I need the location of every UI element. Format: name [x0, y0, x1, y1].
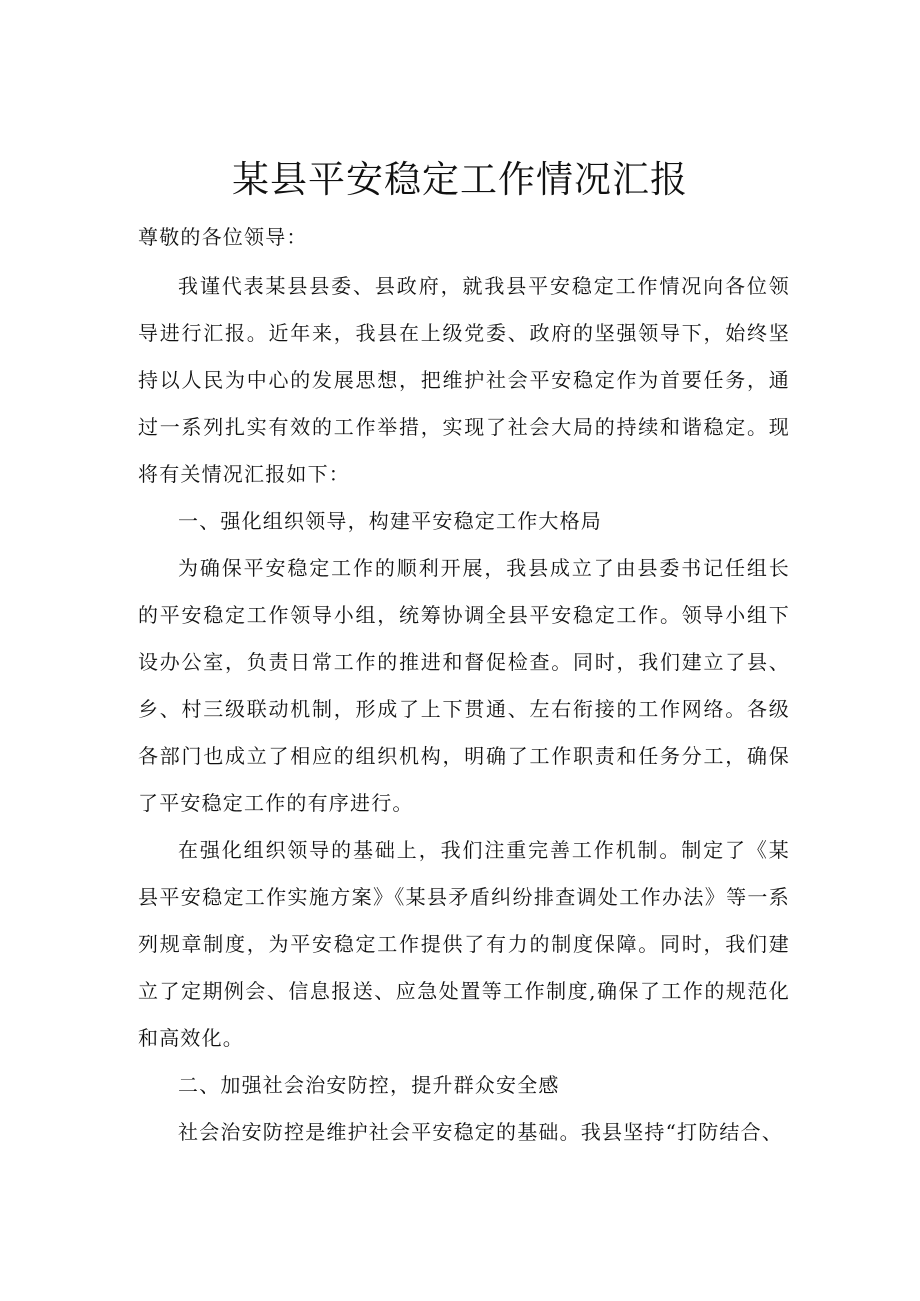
section-heading-2: 二、加强社会治安防控，提升群众安全感 [178, 1073, 560, 1097]
salutation: 尊敬的各位领导： [138, 225, 308, 249]
section-heading-1: 一、强化组织领导，构建平安稳定工作大格局 [178, 509, 602, 533]
paragraph-intro: 我谨代表某县县委、县政府，就我县平安稳定工作情况向各位领导进行汇报。近年来，我县在上级党委、政府的坚强领导下，始终坚持以人民为中心的发展思想，把维护社会平安稳定作为首要任务，通过一系列扎实有效的工作举措，实现了社会大局的持续和谐稳定。现将有关情况汇报如下： [138, 274, 790, 486]
paragraph-organization: 为确保平安稳定工作的顺利开展，我县成立了由县委书记任组长的平安稳定工作领导小组，统筹协调全县平安稳定工作。领导小组下设办公室，负责日常工作的推进和督促检查。同时，我们建立了县、乡、村三级联动机制，形成了上下贯通、左右衔接的工作网络。各级各部门也成立了相应的组织机构，明确了工作职责和任务分工，确保了平安稳定工作的有序进行。 [138, 556, 790, 815]
paragraph-security: 社会治安防控是维护社会平安稳定的基础。我县坚持“打防结合、 [178, 1120, 784, 1144]
paragraph-mechanism: 在强化组织领导的基础上，我们注重完善工作机制。制定了《某县平安稳定工作实施方案》《某县矛盾纠纷排查调处工作办法》等一系列规章制度，为平安稳定工作提供了有力的制度保障。同时，我们建立了定期例会、信息报送、应急处置等工作制度,确保了工作的规范化和高效化。 [138, 838, 790, 1050]
document-title: 某县平安稳定工作情况汇报 [232, 158, 688, 201]
document-body [138, 214, 790, 1156]
